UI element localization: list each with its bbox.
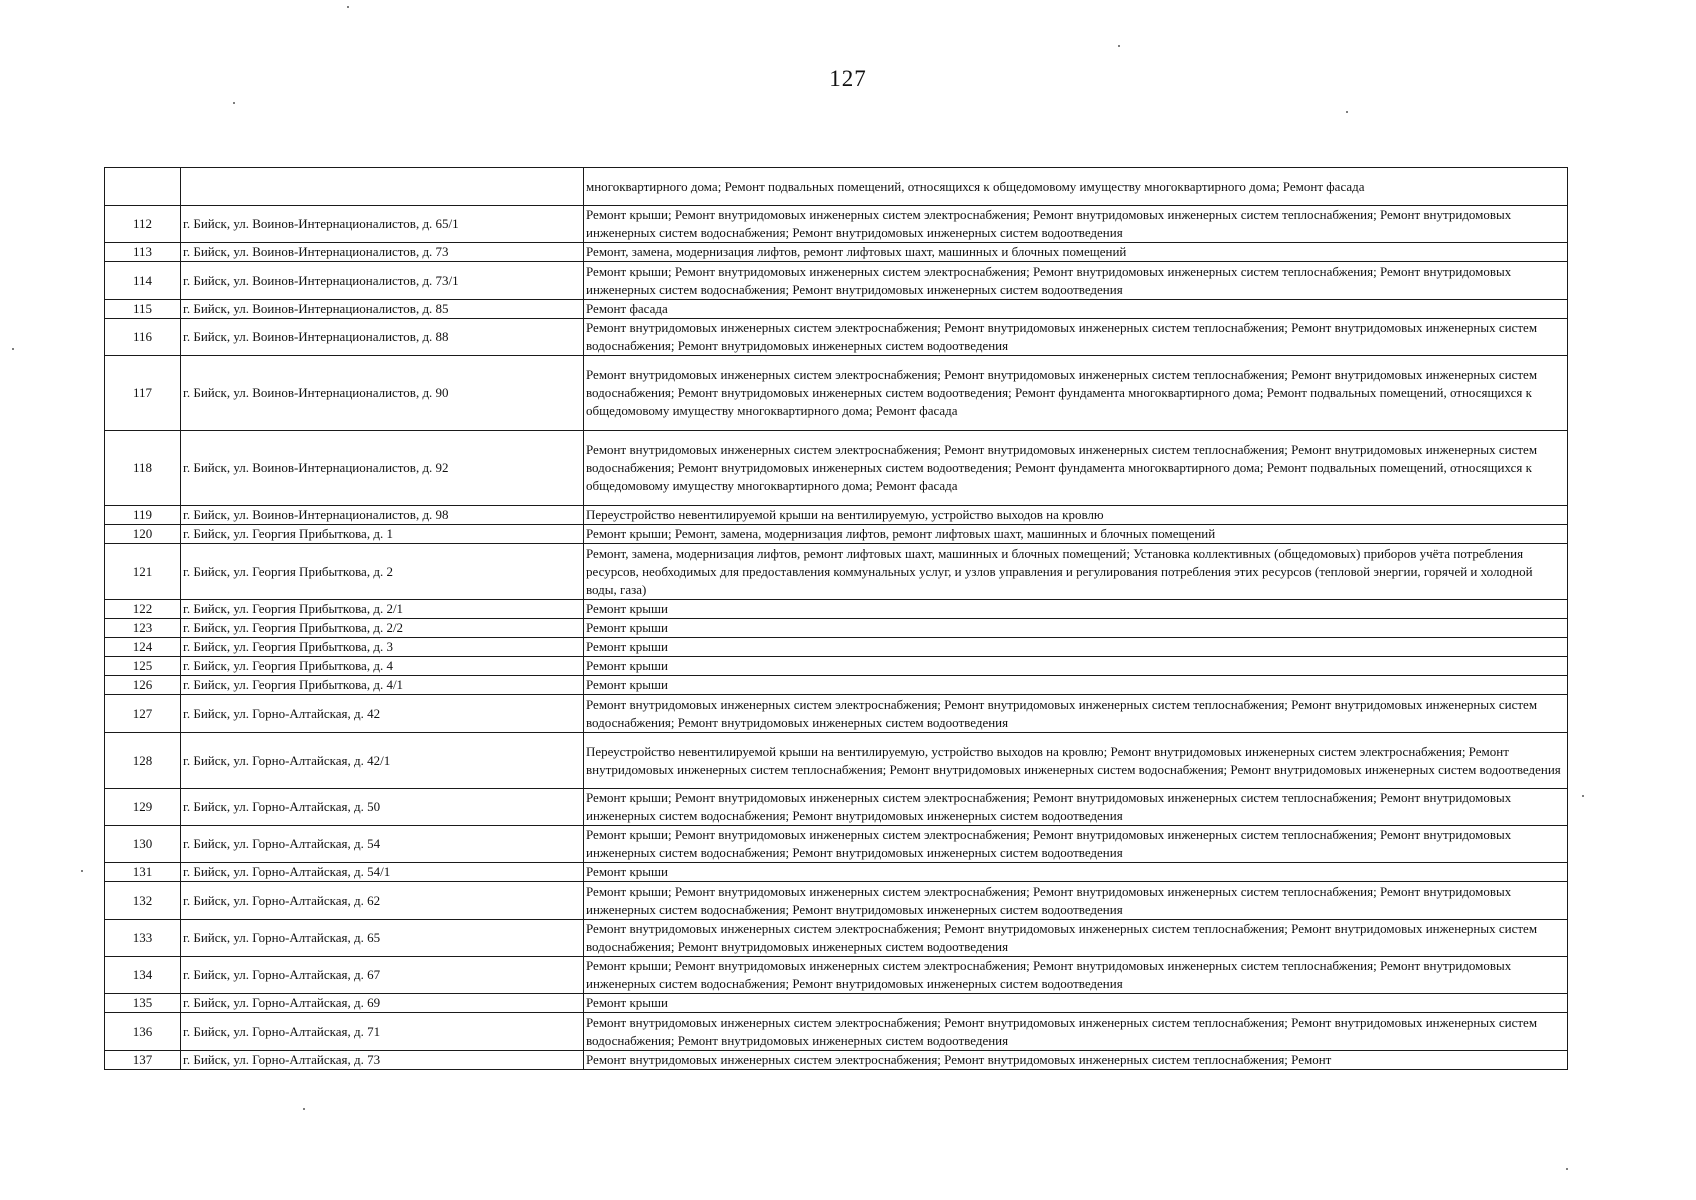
- row-number: 120: [105, 525, 181, 544]
- table-row: [105, 206, 1568, 243]
- scan-speck: [233, 102, 235, 104]
- scan-speck: [303, 1108, 305, 1110]
- row-number: 126: [105, 676, 181, 695]
- repair-works: Ремонт крыши: [584, 600, 1568, 619]
- repair-works: Ремонт крыши; Ремонт, замена, модернизация лифтов, ремонт лифтовых шахт, машинных и блочных помещений: [584, 525, 1568, 544]
- repair-works: Ремонт внутридомовых инженерных систем электроснабжения; Ремонт внутридомовых инженерных систем теплоснабжения; Ремонт внутридомовых инженерных систем водоснабжения; Ремонт внутридомовых инженерных систем водоотведения: [584, 695, 1568, 733]
- row-number: [105, 168, 181, 206]
- repair-works: Ремонт крыши: [584, 657, 1568, 676]
- repair-works: Ремонт внутридомовых инженерных систем электроснабжения; Ремонт внутридомовых инженерных систем теплоснабжения; Ремонт внутридомовых инженерных систем водоснабжения; Ремонт внутридомовых инженерных систем водоотведения; Ремонт фундамента многоквартирного дома; Ремонт подвальных помещений, относящихся к общедомовому имуществу многоквартирного дома; Ремонт фасада: [584, 431, 1568, 506]
- row-number: 130: [105, 826, 181, 863]
- row-number: 133: [105, 920, 181, 957]
- row-number: 135: [105, 994, 181, 1013]
- table-row: [105, 920, 1568, 957]
- building-address: г. Бийск, ул. Воинов-Интернационалистов, д. 92: [181, 431, 584, 506]
- row-number: 114: [105, 262, 181, 300]
- table-row: [105, 262, 1568, 300]
- building-address: г. Бийск, ул. Георгия Прибыткова, д. 3: [181, 638, 584, 657]
- row-number: 117: [105, 356, 181, 431]
- repair-works: Ремонт внутридомовых инженерных систем электроснабжения; Ремонт внутридомовых инженерных систем теплоснабжения; Ремонт: [584, 1051, 1568, 1070]
- repair-works: Ремонт крыши: [584, 638, 1568, 657]
- scan-speck: [1582, 795, 1584, 797]
- table-row: [105, 300, 1568, 319]
- table-row: [105, 243, 1568, 262]
- building-address: г. Бийск, ул. Георгия Прибыткова, д. 4: [181, 657, 584, 676]
- page-number: 127: [829, 66, 867, 91]
- scan-speck: [81, 870, 83, 872]
- building-address: г. Бийск, ул. Горно-Алтайская, д. 67: [181, 957, 584, 994]
- building-address: г. Бийск, ул. Горно-Алтайская, д. 69: [181, 994, 584, 1013]
- row-number: 129: [105, 789, 181, 826]
- building-address: г. Бийск, ул. Георгия Прибыткова, д. 4/1: [181, 676, 584, 695]
- repair-works: Ремонт крыши; Ремонт внутридомовых инженерных систем электроснабжения; Ремонт внутридомовых инженерных систем теплоснабжения; Ремонт внутридомовых инженерных систем водоснабжения; Ремонт внутридомовых инженерных систем водоотведения: [584, 789, 1568, 826]
- row-number: 115: [105, 300, 181, 319]
- building-address: г. Бийск, ул. Горно-Алтайская, д. 71: [181, 1013, 584, 1051]
- row-number: 131: [105, 863, 181, 882]
- row-number: 119: [105, 506, 181, 525]
- table-row: [105, 356, 1568, 431]
- repair-works: Ремонт, замена, модернизация лифтов, ремонт лифтовых шахт, машинных и блочных помещений; Установка коллективных (общедомовых) приборов учёта потребления ресурсов, необходимых для предоставления коммунальных услуг, и узлов управления и регулирования потребления этих ресурсов (тепловой энергии, горячей и холодной воды, газа): [584, 544, 1568, 600]
- row-number: 124: [105, 638, 181, 657]
- building-address: г. Бийск, ул. Горно-Алтайская, д. 65: [181, 920, 584, 957]
- building-address: г. Бийск, ул. Воинов-Интернационалистов, д. 98: [181, 506, 584, 525]
- table-row: [105, 619, 1568, 638]
- building-address: г. Бийск, ул. Горно-Алтайская, д. 54/1: [181, 863, 584, 882]
- table-row: [105, 319, 1568, 356]
- repair-works: Ремонт внутридомовых инженерных систем электроснабжения; Ремонт внутридомовых инженерных систем теплоснабжения; Ремонт внутридомовых инженерных систем водоснабжения; Ремонт внутридомовых инженерных систем водоотведения: [584, 1013, 1568, 1051]
- repair-works: Ремонт крыши; Ремонт внутридомовых инженерных систем электроснабжения; Ремонт внутридомовых инженерных систем теплоснабжения; Ремонт внутридомовых инженерных систем водоснабжения; Ремонт внутридомовых инженерных систем водоотведения: [584, 826, 1568, 863]
- row-number: 116: [105, 319, 181, 356]
- building-address: г. Бийск, ул. Георгия Прибыткова, д. 2/1: [181, 600, 584, 619]
- repair-works: Ремонт крыши; Ремонт внутридомовых инженерных систем электроснабжения; Ремонт внутридомовых инженерных систем теплоснабжения; Ремонт внутридомовых инженерных систем водоснабжения; Ремонт внутридомовых инженерных систем водоотведения: [584, 206, 1568, 243]
- table-row: [105, 657, 1568, 676]
- repair-works-table: [104, 167, 1568, 1070]
- row-number: 122: [105, 600, 181, 619]
- table-row: [105, 789, 1568, 826]
- table-row: [105, 863, 1568, 882]
- building-address: г. Бийск, ул. Горно-Алтайская, д. 42/1: [181, 733, 584, 789]
- repair-works: многоквартирного дома; Ремонт подвальных помещений, относящихся к общедомовому имуществу многоквартирного дома; Ремонт фасада: [584, 168, 1568, 206]
- table-row: [105, 733, 1568, 789]
- building-address: [181, 168, 584, 206]
- repair-works: Ремонт крыши; Ремонт внутридомовых инженерных систем электроснабжения; Ремонт внутридомовых инженерных систем теплоснабжения; Ремонт внутридомовых инженерных систем водоснабжения; Ремонт внутридомовых инженерных систем водоотведения: [584, 262, 1568, 300]
- building-address: г. Бийск, ул. Воинов-Интернационалистов, д. 65/1: [181, 206, 584, 243]
- scan-speck: [1118, 45, 1120, 47]
- repair-works: Ремонт, замена, модернизация лифтов, ремонт лифтовых шахт, машинных и блочных помещений: [584, 243, 1568, 262]
- repair-works: Ремонт внутридомовых инженерных систем электроснабжения; Ремонт внутридомовых инженерных систем теплоснабжения; Ремонт внутридомовых инженерных систем водоснабжения; Ремонт внутридомовых инженерных систем водоотведения: [584, 920, 1568, 957]
- row-number: 113: [105, 243, 181, 262]
- scan-speck: [12, 348, 14, 350]
- repair-works: Ремонт крыши; Ремонт внутридомовых инженерных систем электроснабжения; Ремонт внутридомовых инженерных систем теплоснабжения; Ремонт внутридомовых инженерных систем водоснабжения; Ремонт внутридомовых инженерных систем водоотведения: [584, 882, 1568, 920]
- repair-works: Переустройство невентилируемой крыши на вентилируемую, устройство выходов на кровлю; Ремонт внутридомовых инженерных систем электроснабжения; Ремонт внутридомовых инженерных систем теплоснабжения; Ремонт внутридомовых инженерных систем водоснабжения; Ремонт внутридомовых инженерных систем водоотведения: [584, 733, 1568, 789]
- table-row: [105, 1013, 1568, 1051]
- table-row: [105, 600, 1568, 619]
- table-row: [105, 506, 1568, 525]
- table-row: [105, 957, 1568, 994]
- building-address: г. Бийск, ул. Воинов-Интернационалистов, д. 90: [181, 356, 584, 431]
- row-number: 134: [105, 957, 181, 994]
- table-row: [105, 882, 1568, 920]
- table-row: [105, 544, 1568, 600]
- scan-speck: [347, 6, 349, 8]
- repair-works: Ремонт крыши: [584, 676, 1568, 695]
- building-address: г. Бийск, ул. Горно-Алтайская, д. 73: [181, 1051, 584, 1070]
- scan-speck: [1566, 1168, 1568, 1170]
- table-row: [105, 525, 1568, 544]
- repair-works: Ремонт крыши; Ремонт внутридомовых инженерных систем электроснабжения; Ремонт внутридомовых инженерных систем теплоснабжения; Ремонт внутридомовых инженерных систем водоснабжения; Ремонт внутридомовых инженерных систем водоотведения: [584, 957, 1568, 994]
- repair-works: Ремонт внутридомовых инженерных систем электроснабжения; Ремонт внутридомовых инженерных систем теплоснабжения; Ремонт внутридомовых инженерных систем водоснабжения; Ремонт внутридомовых инженерных систем водоотведения; Ремонт фундамента многоквартирного дома; Ремонт подвальных помещений, относящихся к общедомовому имуществу многоквартирного дома; Ремонт фасада: [584, 356, 1568, 431]
- building-address: г. Бийск, ул. Горно-Алтайская, д. 50: [181, 789, 584, 826]
- table-body: [105, 168, 1568, 1070]
- row-number: 132: [105, 882, 181, 920]
- building-address: г. Бийск, ул. Горно-Алтайская, д. 62: [181, 882, 584, 920]
- table-row: [105, 826, 1568, 863]
- repair-works: Ремонт крыши: [584, 619, 1568, 638]
- row-number: 128: [105, 733, 181, 789]
- row-number: 121: [105, 544, 181, 600]
- table-row: [105, 994, 1568, 1013]
- row-number: 137: [105, 1051, 181, 1070]
- repair-works: Ремонт крыши: [584, 863, 1568, 882]
- table-row: [105, 431, 1568, 506]
- table-row: [105, 695, 1568, 733]
- repair-works: Переустройство невентилируемой крыши на вентилируемую, устройство выходов на кровлю: [584, 506, 1568, 525]
- row-number: 127: [105, 695, 181, 733]
- table-row: [105, 1051, 1568, 1070]
- building-address: г. Бийск, ул. Георгия Прибыткова, д. 2/2: [181, 619, 584, 638]
- building-address: г. Бийск, ул. Воинов-Интернационалистов, д. 73/1: [181, 262, 584, 300]
- table-row: [105, 638, 1568, 657]
- row-number: 125: [105, 657, 181, 676]
- building-address: г. Бийск, ул. Георгия Прибыткова, д. 2: [181, 544, 584, 600]
- table-row: [105, 168, 1568, 206]
- building-address: г. Бийск, ул. Воинов-Интернационалистов, д. 85: [181, 300, 584, 319]
- building-address: г. Бийск, ул. Горно-Алтайская, д. 54: [181, 826, 584, 863]
- repair-works: Ремонт фасада: [584, 300, 1568, 319]
- row-number: 123: [105, 619, 181, 638]
- building-address: г. Бийск, ул. Горно-Алтайская, д. 42: [181, 695, 584, 733]
- repair-works: Ремонт внутридомовых инженерных систем электроснабжения; Ремонт внутридомовых инженерных систем теплоснабжения; Ремонт внутридомовых инженерных систем водоснабжения; Ремонт внутридомовых инженерных систем водоотведения: [584, 319, 1568, 356]
- scan-speck: [1346, 111, 1348, 113]
- row-number: 118: [105, 431, 181, 506]
- row-number: 112: [105, 206, 181, 243]
- table-row: [105, 676, 1568, 695]
- building-address: г. Бийск, ул. Воинов-Интернационалистов, д. 73: [181, 243, 584, 262]
- building-address: г. Бийск, ул. Георгия Прибыткова, д. 1: [181, 525, 584, 544]
- repair-works: Ремонт крыши: [584, 994, 1568, 1013]
- row-number: 136: [105, 1013, 181, 1051]
- building-address: г. Бийск, ул. Воинов-Интернационалистов, д. 88: [181, 319, 584, 356]
